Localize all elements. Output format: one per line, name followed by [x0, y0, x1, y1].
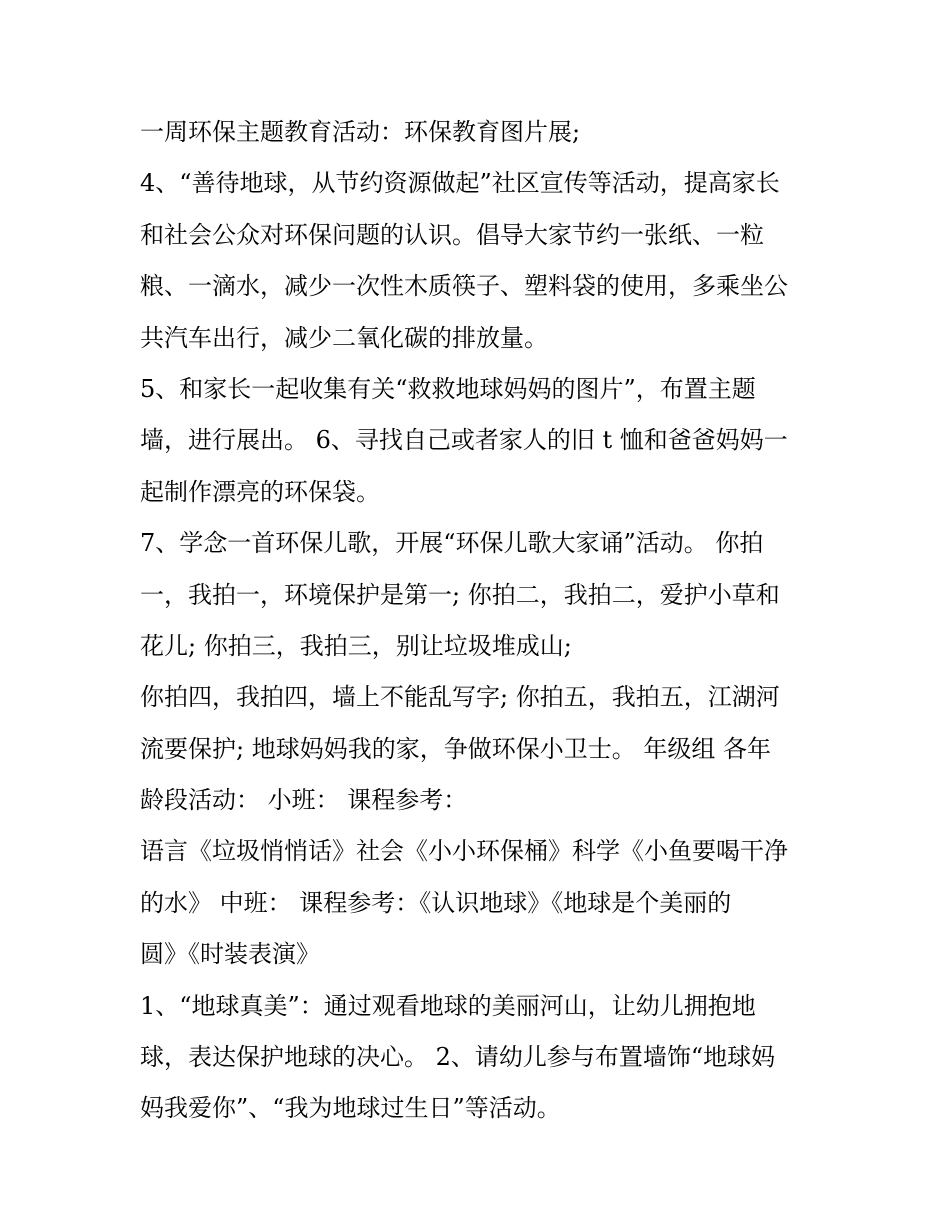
text-line-11: 花儿; 你拍三，我拍三，别让垃圾堆成山;	[140, 631, 572, 660]
text-line-14: 龄段活动： 小班： 课程参考：	[140, 786, 468, 815]
text-line-19: 球，表达保护地球的决心。 2、请幼儿参与布置墙饰“地球妈	[140, 1043, 776, 1072]
text-line-20: 妈我爱你”、“我为地球过生日”等活动。	[140, 1094, 561, 1123]
text-line-4: 粮、一滴水，减少一次性木质筷子、塑料袋的使用，多乘坐公	[140, 272, 788, 301]
text-line-1: 一周环保主题教育活动：环保教育图片展;	[140, 118, 581, 146]
text-line-13: 流要保护; 地球妈妈我的家，争做环保小卫士。 年级组 各年	[140, 734, 771, 763]
document-body	[140, 107, 820, 1135]
text-line-10: 一，我拍一，环境保护是第一; 你拍二，我拍二，爱护小草和	[140, 580, 780, 609]
text-line-16: 的水》 中班： 课程参考：《认识地球》《地球是个美丽的	[140, 888, 732, 917]
text-line-8: 起制作漂亮的环保袋。	[140, 477, 380, 506]
text-line-7: 墙，进行展出。 6、寻找自己或者家人的旧 t 恤和爸爸妈妈一	[140, 426, 788, 455]
text-line-3: 和社会公众对环保问题的认识。倡导大家节约一张纸、一粒	[140, 220, 764, 249]
text-line-12: 你拍四，我拍四，墙上不能乱写字; 你拍五，我拍五，江湖河	[140, 683, 780, 712]
text-line-9: 7、学念一首环保儿歌，开展“环保儿歌大家诵”活动。 你拍	[140, 529, 764, 558]
text-line-18: 1、“地球真美”：通过观看地球的美丽河山，让幼儿拥抱地	[140, 991, 756, 1020]
text-line-6: 5、和家长一起收集有关“救救地球妈妈的图片”，布置主题	[140, 374, 756, 403]
text-line-5: 共汽车出行，减少二氧化碳的排放量。	[140, 323, 548, 352]
text-line-17: 圆》《时装表演》	[140, 940, 320, 969]
text-line-15: 语言《垃圾悄悄话》社会《小小环保桶》科学《小鱼要喝干净	[140, 837, 788, 866]
text-line-2: 4、“善待地球，从节约资源做起”社区宣传等活动，提高家长	[140, 169, 780, 198]
